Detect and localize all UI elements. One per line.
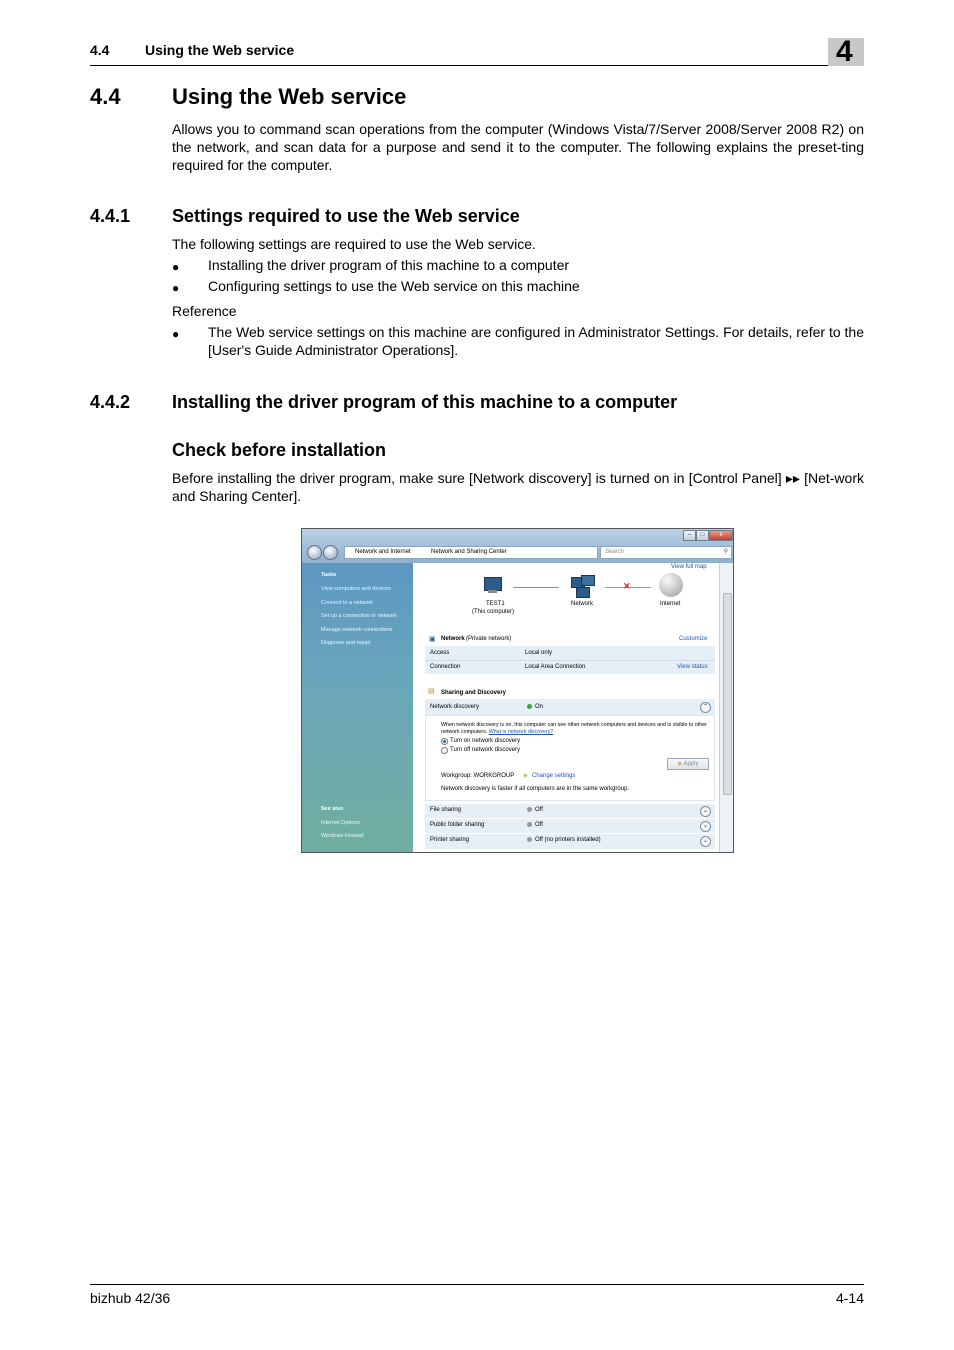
status-off-dot xyxy=(527,807,532,813)
section-title: Using the Web service xyxy=(172,84,407,109)
network-sharing-center-screenshot xyxy=(301,528,734,853)
public-folder-label: Public folder sharing xyxy=(430,822,485,828)
footer-page-number: 4-14 xyxy=(835,1290,864,1306)
task-view-computers[interactable]: View computers and devices xyxy=(321,586,391,592)
shield-icon: ◈ xyxy=(677,761,683,767)
bullet-marker: ● xyxy=(172,327,180,341)
task-manage-connections[interactable]: Manage network connections xyxy=(321,627,393,633)
search-input[interactable] xyxy=(600,546,732,559)
network-discovery-label: Network discovery xyxy=(430,704,480,710)
printer-sharing-value: Off (no printers installed) xyxy=(535,837,601,843)
search-placeholder: Search xyxy=(605,549,625,555)
sharing-icon: ▤ xyxy=(428,688,435,695)
network-small-icon: ▣ xyxy=(429,636,436,643)
view-full-map-link[interactable]: View full map xyxy=(671,564,707,570)
section-number: 4.4 xyxy=(90,84,121,109)
sub1-lead: The following settings are required to use the Web service. xyxy=(172,236,536,252)
computer-icon xyxy=(481,577,503,597)
vertical-scrollbar[interactable] xyxy=(719,563,734,853)
file-sharing-label: File sharing xyxy=(430,807,462,813)
status-off-dot xyxy=(527,822,532,828)
public-folder-value: Off xyxy=(535,822,543,828)
sub1-number: 4.4.1 xyxy=(90,206,131,226)
disconnected-x-icon: ✕ xyxy=(623,581,631,591)
file-sharing-value: Off xyxy=(535,807,543,813)
network-name: Network xyxy=(441,636,465,642)
see-also-internet-options[interactable]: Internet Options xyxy=(321,820,361,826)
running-header-number: 4.4 xyxy=(90,42,110,58)
sub1-title: Settings required to use the Web service xyxy=(172,206,520,226)
radio-turn-on[interactable] xyxy=(441,738,448,745)
internet-globe-icon xyxy=(659,573,683,597)
address-bar[interactable] xyxy=(344,546,598,559)
bullet-marker: ● xyxy=(172,260,180,274)
task-setup-connection[interactable]: Set up a connection or network xyxy=(321,613,397,619)
breadcrumb-1[interactable]: Network and Internet xyxy=(355,549,411,555)
sub1-bullet-1: Installing the driver program of this machine to a computer xyxy=(208,257,570,273)
main-content xyxy=(413,563,719,853)
task-sidebar xyxy=(302,563,413,853)
radio-turn-off[interactable] xyxy=(441,747,448,754)
search-icon[interactable]: ⚲ xyxy=(723,549,728,555)
bullet-marker: ● xyxy=(172,281,180,295)
connection-label: Connection xyxy=(430,664,461,670)
sub2-title: Installing the driver program of this machine to a computer xyxy=(172,392,678,412)
apply-button[interactable]: ◈ Apply xyxy=(667,758,709,770)
divider xyxy=(425,818,715,819)
back-icon[interactable] xyxy=(307,545,322,560)
sub1-bullet-2: Configuring settings to use the Web service on this machine xyxy=(208,278,580,294)
printer-sharing-label: Printer sharing xyxy=(430,837,470,843)
section-intro: Allows you to command scan operations from the computer (Windows Vista/7/Server 2008/Server 2008 R2) on the network, and scan data for a purpose and send it to the computer. The following explains the preset-ting required for the computer. xyxy=(172,121,864,173)
discovery-description: When network discovery is on, this computer can see other network computers and devices and is visible to other network computers. What is network discovery? xyxy=(441,722,707,735)
expand-chevron-down-icon[interactable]: ⌄ xyxy=(700,806,711,817)
network-icon xyxy=(571,575,595,597)
task-diagnose-repair[interactable]: Diagnose and repair xyxy=(321,640,371,646)
running-header-title: Using the Web service xyxy=(145,42,295,58)
expand-chevron-down-icon[interactable]: ⌄ xyxy=(700,836,711,847)
map-computer-sub: (This computer) xyxy=(472,609,515,615)
chapter-number: 4 xyxy=(836,35,853,68)
breadcrumb-2[interactable]: Network and Sharing Center xyxy=(431,549,507,555)
map-computer-label: TEST1 xyxy=(486,601,505,607)
sharing-title: Sharing and Discovery xyxy=(441,690,507,696)
footer-rule xyxy=(90,1284,864,1285)
header-rule xyxy=(90,65,864,66)
see-also-windows-firewall[interactable]: Windows Firewall xyxy=(321,833,364,839)
forward-icon[interactable] xyxy=(323,545,338,560)
connection-value: Local Area Connection xyxy=(525,664,586,670)
minimize-icon[interactable]: – xyxy=(683,530,696,541)
status-off-dot xyxy=(527,837,532,843)
map-internet-label: Internet xyxy=(660,601,681,607)
status-on-dot xyxy=(527,704,532,710)
workgroup-label: Workgroup: WORKGROUP xyxy=(441,773,515,779)
network-discovery-value: On xyxy=(535,704,544,710)
check-title: Check before installation xyxy=(172,440,387,460)
reference-label: Reference xyxy=(172,303,237,319)
radio-turn-off-label: Turn off network discovery xyxy=(450,747,521,753)
collapse-chevron-up-icon[interactable]: ⌃ xyxy=(700,702,711,713)
expand-chevron-down-icon[interactable]: ⌄ xyxy=(700,821,711,832)
task-connect-network[interactable]: Connect to a network xyxy=(321,600,373,606)
reference-text: The Web service settings on this machine are configured in Administrator Settings. For details, refer to the [User's Guide Administrator Operations]. xyxy=(208,324,864,358)
tasks-heading: Tasks xyxy=(321,572,337,578)
check-text: Before installing the driver program, make sure [Network discovery] is turned on in [Control Panel] ▸▸ [Net-work and Sharing Center]. xyxy=(172,470,864,504)
divider xyxy=(425,660,715,661)
map-network-label: Network xyxy=(571,601,594,607)
scrollbar-thumb[interactable] xyxy=(723,593,732,795)
footer-product: bizhub 42/36 xyxy=(90,1290,171,1306)
view-status-link[interactable]: View status xyxy=(677,664,708,670)
divider xyxy=(425,833,715,834)
change-settings-link[interactable]: Change settings xyxy=(532,773,576,779)
sub2-number: 4.4.2 xyxy=(90,392,131,412)
workgroup-note: Network discovery is faster if all computers are in the same workgroup. xyxy=(441,786,630,792)
maximize-icon[interactable]: □ xyxy=(696,530,709,541)
shield-icon: ◈ xyxy=(523,773,528,779)
see-also-heading: See also xyxy=(321,806,344,812)
access-value: Local only xyxy=(525,650,553,656)
close-icon[interactable]: x xyxy=(709,530,733,541)
customize-link[interactable]: Customize xyxy=(679,636,708,642)
what-is-discovery-link[interactable]: What is network discovery? xyxy=(488,729,554,735)
network-type: (Private network) xyxy=(466,636,512,642)
radio-turn-on-label: Turn on network discovery xyxy=(450,738,521,744)
link-line xyxy=(513,587,559,588)
access-label: Access xyxy=(430,650,450,656)
